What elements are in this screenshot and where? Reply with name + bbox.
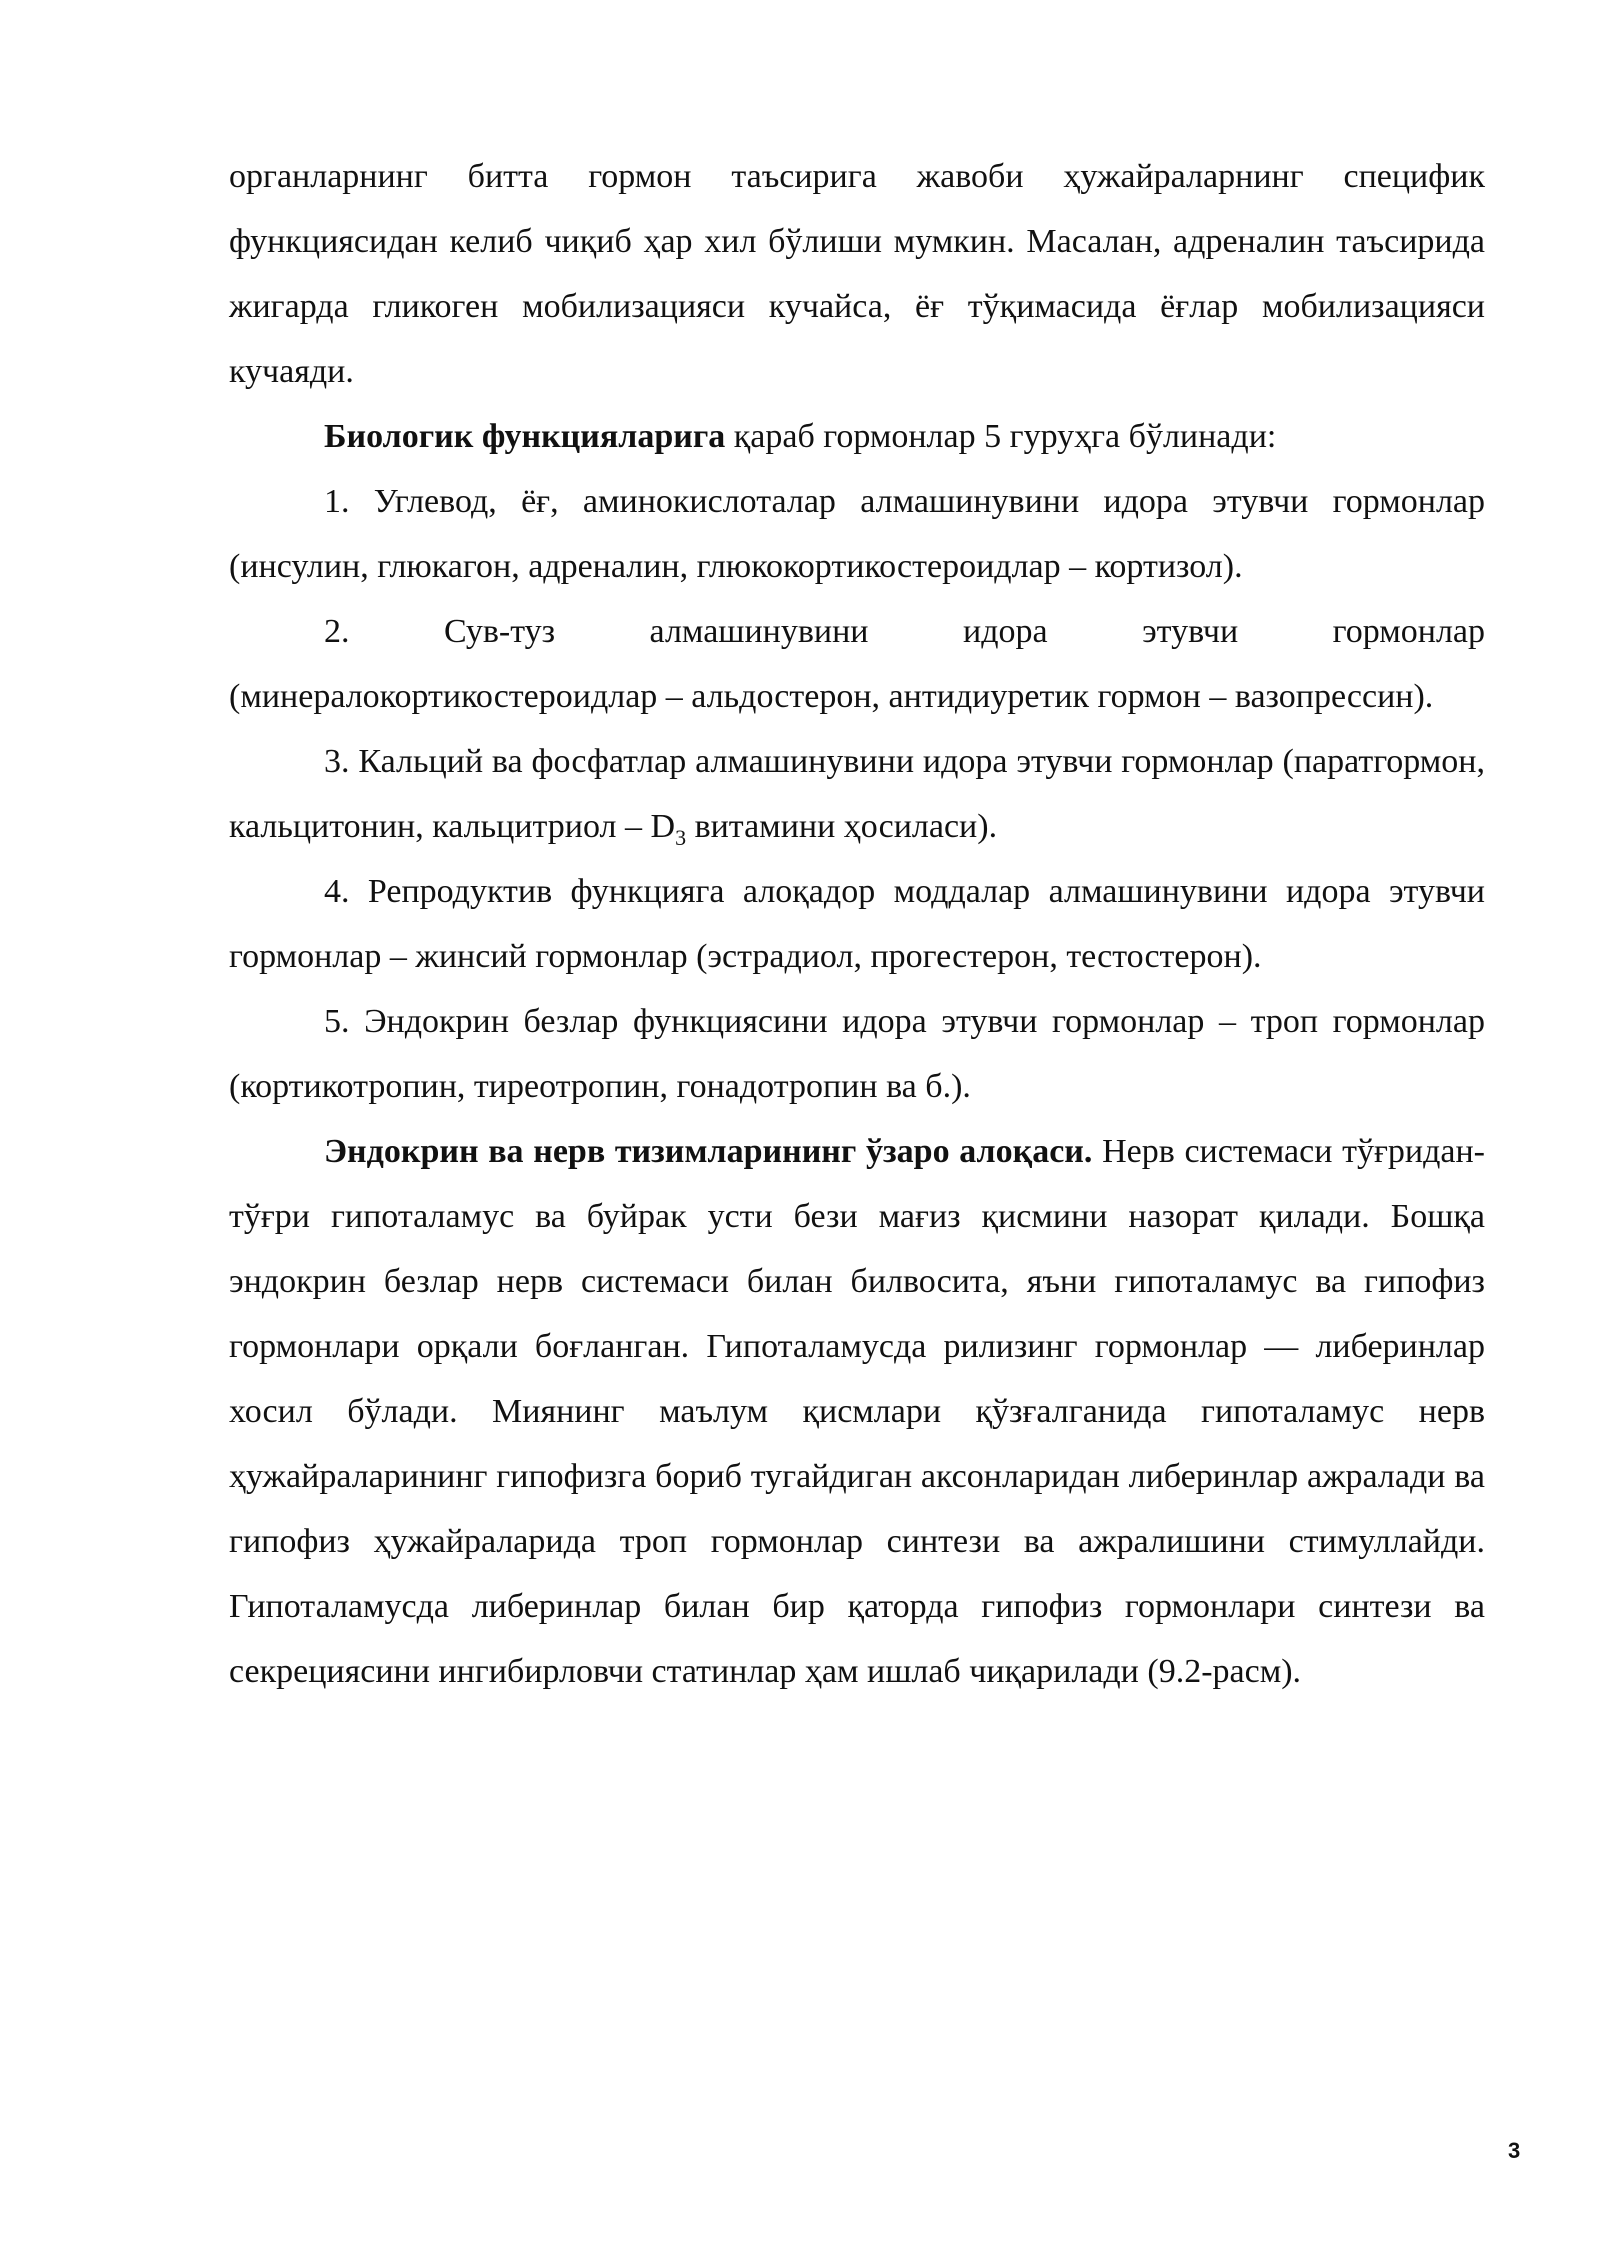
paragraph-text: қараб гормонлар 5 гуруҳга бўлинади:	[725, 418, 1277, 455]
list-item-5	[229, 989, 1485, 1119]
paragraph-text: Нерв системаси тўғридан-тўғри гипоталамус ва буйрак усти бези мағиз қисмини назорат қилади. Бошқа эндокрин безлар нерв системаси билан билвосита, яъни гипоталамус ва гипофиз гормонлари орқали боғланган. Гипоталамусда рилизинг гормонлар — либеринлар хосил бўлади. Миянинг маълум қисмлари қўзғалганида гипоталамус нерв ҳужайраларининг гипофизга бориб тугайдиган аксонларидан либеринлар ажралади ва гипофиз ҳужайраларида троп гормонлар синтези ва ажралишини стимуллайди. Гипоталамусда либеринлар билан бир қаторда гипофиз гормонлари синтези ва секрециясини ингибирловчи статинлар ҳам ишлаб чиқарилади (9.2-расм).	[229, 1133, 1486, 1690]
list-item-text: 2. Сув-туз алмашинувини идора этувчи гормонлар (минералокортикостероидлар – альдостерон, антидиуретик гормон – вазопрессин).	[229, 613, 1485, 715]
bold-lead-text: Эндокрин ва нерв тизимларининг ўзаро алоқаси.	[324, 1133, 1093, 1170]
list-item-text: 3. Кальций ва фосфатлар алмашинувини идора этувчи гормонлар (паратгормон, кальцитонин, кальцитриол – D	[229, 743, 1485, 845]
paragraph-text: органларнинг битта гормон таъсирига жавоби ҳужайраларнинг специфик функциясидан келиб чиқиб ҳар хил бўлиши мумкин. Масалан, адреналин таъсирида жигарда гликоген мобилизацияси кучайса, ёғ тўқимасида ёғлар мобилизацияси кучаяди.	[229, 158, 1485, 390]
document-body	[229, 144, 1485, 1704]
list-item-1	[229, 469, 1485, 599]
list-item-text: 4. Репродуктив функцияга алоқадор моддалар алмашинувини идора этувчи гормонлар – жинсий гормонлар (эстрадиол, прогестерон, тестостерон).	[229, 873, 1485, 975]
list-item-text: 5. Эндокрин безлар функциясини идора этувчи гормонлар – троп гормонлар (кортикотропин, тиреотропин, гонадотропин ва б.).	[229, 1003, 1485, 1105]
paragraph-intro	[229, 144, 1485, 404]
paragraph-endocrine-nervous	[229, 1119, 1485, 1704]
bold-lead-text: Биологик функцияларига	[324, 418, 726, 455]
list-item-4	[229, 859, 1485, 989]
list-item-text-tail: витамини ҳосиласи).	[686, 808, 998, 845]
subscript: 3	[675, 824, 687, 850]
list-item-3	[229, 729, 1485, 859]
paragraph-classification	[229, 404, 1485, 469]
list-item-2	[229, 599, 1485, 729]
page-number: 3	[1508, 2138, 1521, 2163]
list-item-text: 1. Углевод, ёғ, аминокислоталар алмашинувини идора этувчи гормонлар (инсулин, глюкагон, адреналин, глюкокортикостероидлар – кортизол).	[229, 483, 1485, 585]
